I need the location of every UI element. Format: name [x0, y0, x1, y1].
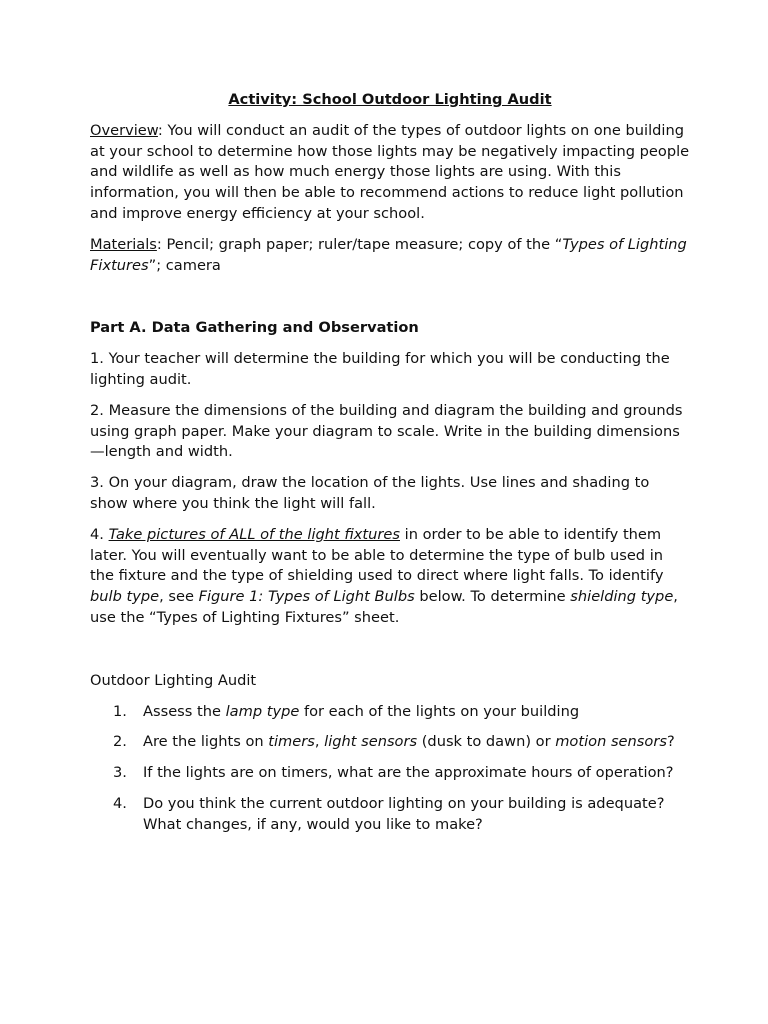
overview-label: Overview	[90, 121, 158, 139]
lamp-type-term: lamp type	[225, 702, 300, 720]
bulb-type-term: bulb type	[90, 588, 160, 606]
list-text: If the lights are on timers, what are the approximate hours of operation?	[143, 764, 674, 782]
timers-term: timers	[268, 733, 315, 751]
list-number: 4.	[113, 794, 127, 812]
list-item	[90, 794, 690, 836]
list-item	[90, 732, 690, 753]
materials-paragraph	[90, 235, 690, 277]
audit-heading: Outdoor Lighting Audit	[90, 671, 257, 689]
list-text: ?	[666, 733, 675, 751]
list-number: 2.	[113, 733, 127, 751]
light-sensors-term: light sensors	[324, 733, 418, 751]
overview-text: : You will conduct an audit of the types of outdoor lights on one building at your school to determine how those lights may be negatively impacting people and wildlife as well as how much energy those lights are using. With this information, you will then be able to recommend actions to reduce light pollution and improve energy efficiency at your school.	[90, 121, 690, 222]
step-4-text: , see	[159, 588, 199, 606]
take-pictures-instruction: Take pictures of ALL of the light fixtures	[108, 525, 400, 543]
list-item	[90, 702, 690, 723]
list-text: for each of the lights on your building	[299, 702, 580, 720]
part-a-heading: Part A. Data Gathering and Observation	[90, 319, 419, 337]
list-text: (dusk to dawn) or	[417, 733, 556, 751]
step-4-number: 4.	[90, 525, 109, 543]
overview-paragraph	[90, 121, 690, 225]
materials-fixtures-title: Types of Lighting Fixtures	[90, 235, 687, 274]
list-number: 1.	[113, 702, 127, 720]
step-2: 2. Measure the dimensions of the building and diagram the building and grounds using graph paper. Make your diagram to scale. Write in the building dimensions—length and width.	[90, 401, 683, 461]
step-4-text: , use the “Types of Lighting Fixtures” sheet.	[90, 588, 678, 626]
list-number: 3.	[113, 764, 127, 782]
document-title: Activity: School Outdoor Lighting Audit	[228, 91, 552, 108]
list-text: Do you think the current outdoor lighting on your building is adequate? What changes, if any, would you like to make?	[143, 794, 665, 833]
motion-sensors-term: motion sensors	[555, 733, 667, 751]
audit-list	[90, 702, 690, 836]
step-3: 3. On your diagram, draw the location of the lights. Use lines and shading to show where you think the light will fall.	[90, 474, 650, 512]
list-text: Assess the	[143, 702, 226, 720]
shielding-type-term: shielding type	[570, 588, 674, 606]
step-4-text: below. To determine	[414, 588, 571, 606]
materials-text: : Pencil; graph paper; ruler/tape measure; copy of the “	[156, 235, 563, 253]
list-text: Are the lights on	[143, 733, 269, 751]
figure-1-reference: Figure 1: Types of Light Bulbs	[198, 588, 415, 606]
document-page	[90, 90, 690, 846]
materials-text-end: ”; camera	[148, 256, 221, 274]
materials-label: Materials	[90, 235, 157, 253]
step-4	[90, 525, 690, 629]
list-item	[90, 763, 690, 784]
step-1: 1. Your teacher will determine the building for which you will be conducting the lighting audit.	[90, 350, 670, 388]
list-text: ,	[314, 733, 325, 751]
step-4-text: in order to be able to identify them later. You will eventually want to be able to determine the type of bulb used in the fixture and the type of shielding used to direct where light falls. To identify	[90, 525, 664, 585]
